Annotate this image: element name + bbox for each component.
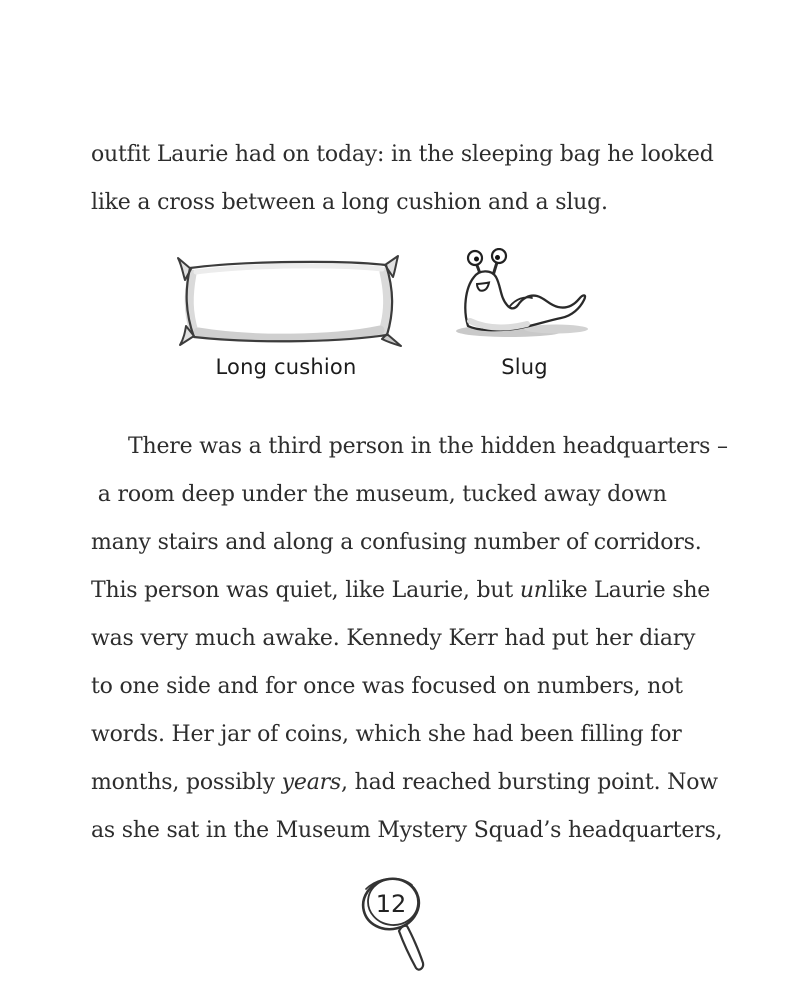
text-line: as she sat in the Museum Mystery Squad’s headquarters, [91, 818, 723, 843]
cushion-caption: Long cushion [215, 355, 357, 379]
slug-illustration [452, 248, 592, 350]
intro-paragraph [91, 131, 714, 227]
text-line: many stairs and along a confusing number of corridors. [91, 530, 702, 555]
text-line: was very much awake. Kennedy Kerr had put her diary [91, 626, 696, 651]
page-number: 12 [375, 890, 407, 918]
text-line: This person was quiet, like Laurie, but unlike Laurie she [91, 578, 711, 603]
text-line: a room deep under the museum, tucked away down [91, 482, 667, 507]
text-line: like a cross between a long cushion and a slug. [91, 190, 608, 215]
body-paragraph [91, 423, 728, 855]
long-cushion-illustration [172, 252, 404, 356]
text-line: to one side and for once was focused on numbers, not [91, 674, 683, 699]
text-line: months, possibly years, had reached bursting point. Now [91, 770, 718, 795]
slug-caption: Slug [501, 355, 548, 379]
text-line: words. Her jar of coins, which she had been filling for [91, 722, 682, 747]
text-line: outfit Laurie had on today: in the sleeping bag he looked [91, 142, 714, 167]
slug-drawing [452, 248, 592, 346]
long-cushion-drawing [172, 252, 404, 352]
page-number-magnifier [348, 872, 448, 984]
text-line: There was a third person in the hidden headquarters – [128, 434, 728, 459]
